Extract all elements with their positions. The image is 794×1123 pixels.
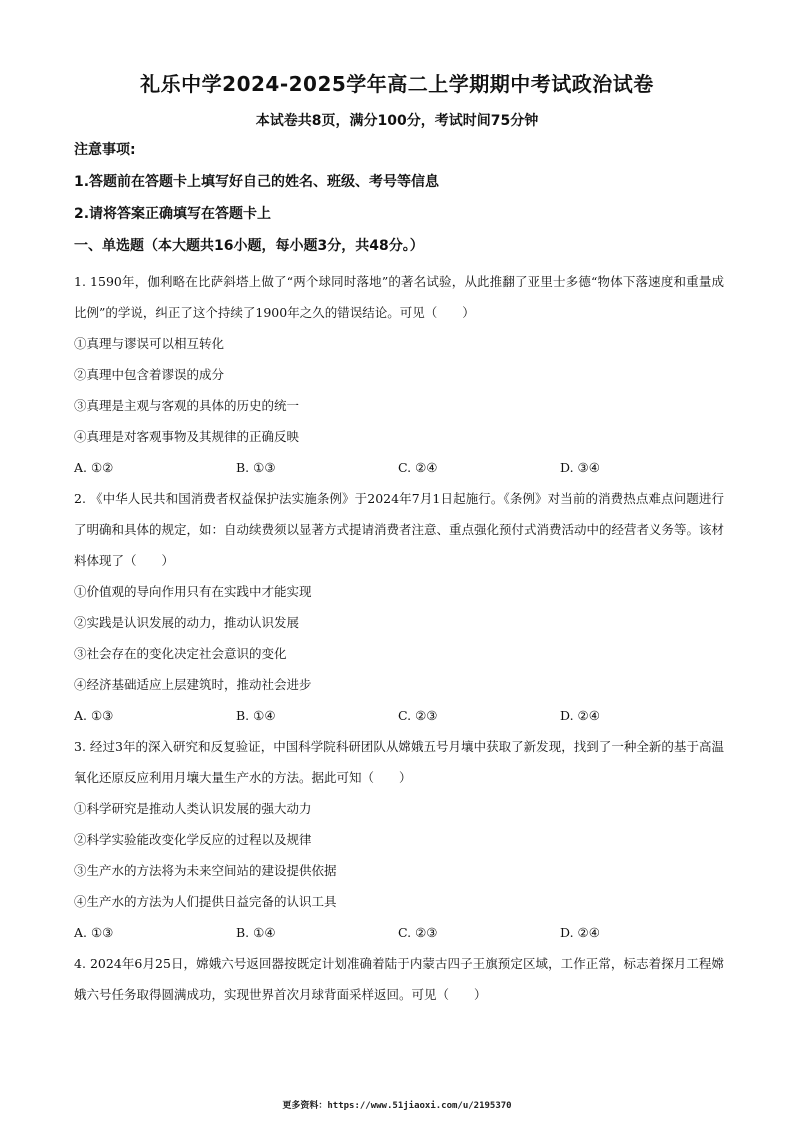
notice-item: 2.请将答案正确填写在答题卡上 (74, 206, 272, 222)
answer-choice-c: C. ②③ (398, 925, 438, 940)
question-option: ②真理中包含着谬误的成分 (74, 367, 225, 382)
question-stem: 1. 1590年，伽利略在比萨斜塔上做了“两个球同时落地”的著名试验，从此推翻了亚里士多德“物体下落速度和重量成比例”的学说，纠正了这个持续了1900年之久的错误结论。可见（ ） (74, 274, 724, 320)
question-stem: 4. 2024年6月25日，嫦娥六号返回器按既定计划准确着陆于内蒙古四子王旗预定区域，工作正常，标志着探月工程嫦娥六号任务取得圆满成功，实现世界首次月球背面采样返回。可见（ ） (74, 956, 724, 1002)
page-title: 礼乐中学2024-2025学年高二上学期期中考试政治试卷 (140, 72, 654, 96)
question-2 (74, 483, 724, 731)
question-3 (74, 731, 724, 948)
answer-choice-d: D. ②④ (560, 925, 600, 940)
question-option: ④生产水的方法为人们提供日益完备的认识工具 (74, 894, 337, 909)
question-stem: 2. 《中华人民共和国消费者权益保护法实施条例》于2024年7月1日起施行。《条例》对当前的消费热点难点问题进行了明确和具体的规定，如：自动续费须以显著方式提请消费者注意、重点强化预付式消费活动中的经营者义务等。该材料体现了（ ） (74, 491, 725, 568)
answer-choice-a: A. ①② (74, 460, 114, 475)
answer-choice-d: D. ③④ (560, 460, 600, 475)
question-4 (74, 948, 724, 1010)
question-option: ④真理是对客观事物及其规律的正确反映 (74, 429, 300, 444)
answer-choice-b: B. ①④ (236, 925, 276, 940)
answer-choice-a: A. ①③ (74, 925, 114, 940)
question-option: ①真理与谬误可以相互转化 (74, 336, 225, 351)
question-option: ①价值观的导向作用只有在实践中才能实现 (74, 584, 312, 599)
question-stem: 3. 经过3年的深入研究和反复验证，中国科学院科研团队从嫦娥五号月壤中获取了新发现，找到了一种全新的基于高温氧化还原反应利用月壤大量生产水的方法。据此可知（ ） (74, 739, 724, 785)
question-option: ①科学研究是推动人类认识发展的强大动力 (74, 801, 312, 816)
section-heading: 一、单选题（本大题共16小题，每小题3分，共48分。） (74, 238, 424, 254)
question-option: ③真理是主观与客观的具体的历史的统一 (74, 398, 300, 413)
exam-content (74, 140, 724, 1010)
answer-choice-a: A. ①③ (74, 708, 114, 723)
answer-choice-b: B. ①④ (236, 708, 276, 723)
question-option: ④经济基础适应上层建筑时，推动社会进步 (74, 677, 312, 692)
footer-link[interactable]: 更多资料：https://www.51jiaoxi.com/u/2195370 (282, 1101, 512, 1111)
question-option: ③生产水的方法将为未来空间站的建设提供依据 (74, 863, 337, 878)
question-option: ③社会存在的变化决定社会意识的变化 (74, 646, 287, 661)
notice-item: 1.答题前在答题卡上填写好自己的姓名、班级、考号等信息 (74, 174, 440, 190)
question-option: ②科学实验能改变化学反应的过程以及规律 (74, 832, 312, 847)
answer-choice-c: C. ②④ (398, 460, 438, 475)
answer-choices (74, 700, 724, 731)
answer-choice-b: B. ①③ (236, 460, 276, 475)
answer-choices (74, 452, 724, 483)
answer-choices (74, 917, 724, 948)
answer-choice-c: C. ②③ (398, 708, 438, 723)
question-option: ②实践是认识发展的动力，推动认识发展 (74, 615, 300, 630)
question-1 (74, 266, 724, 483)
notice-heading: 注意事项: (74, 142, 136, 158)
page-subtitle: 本试卷共8页，满分100分，考试时间75分钟 (255, 113, 539, 129)
answer-choice-d: D. ②④ (560, 708, 600, 723)
